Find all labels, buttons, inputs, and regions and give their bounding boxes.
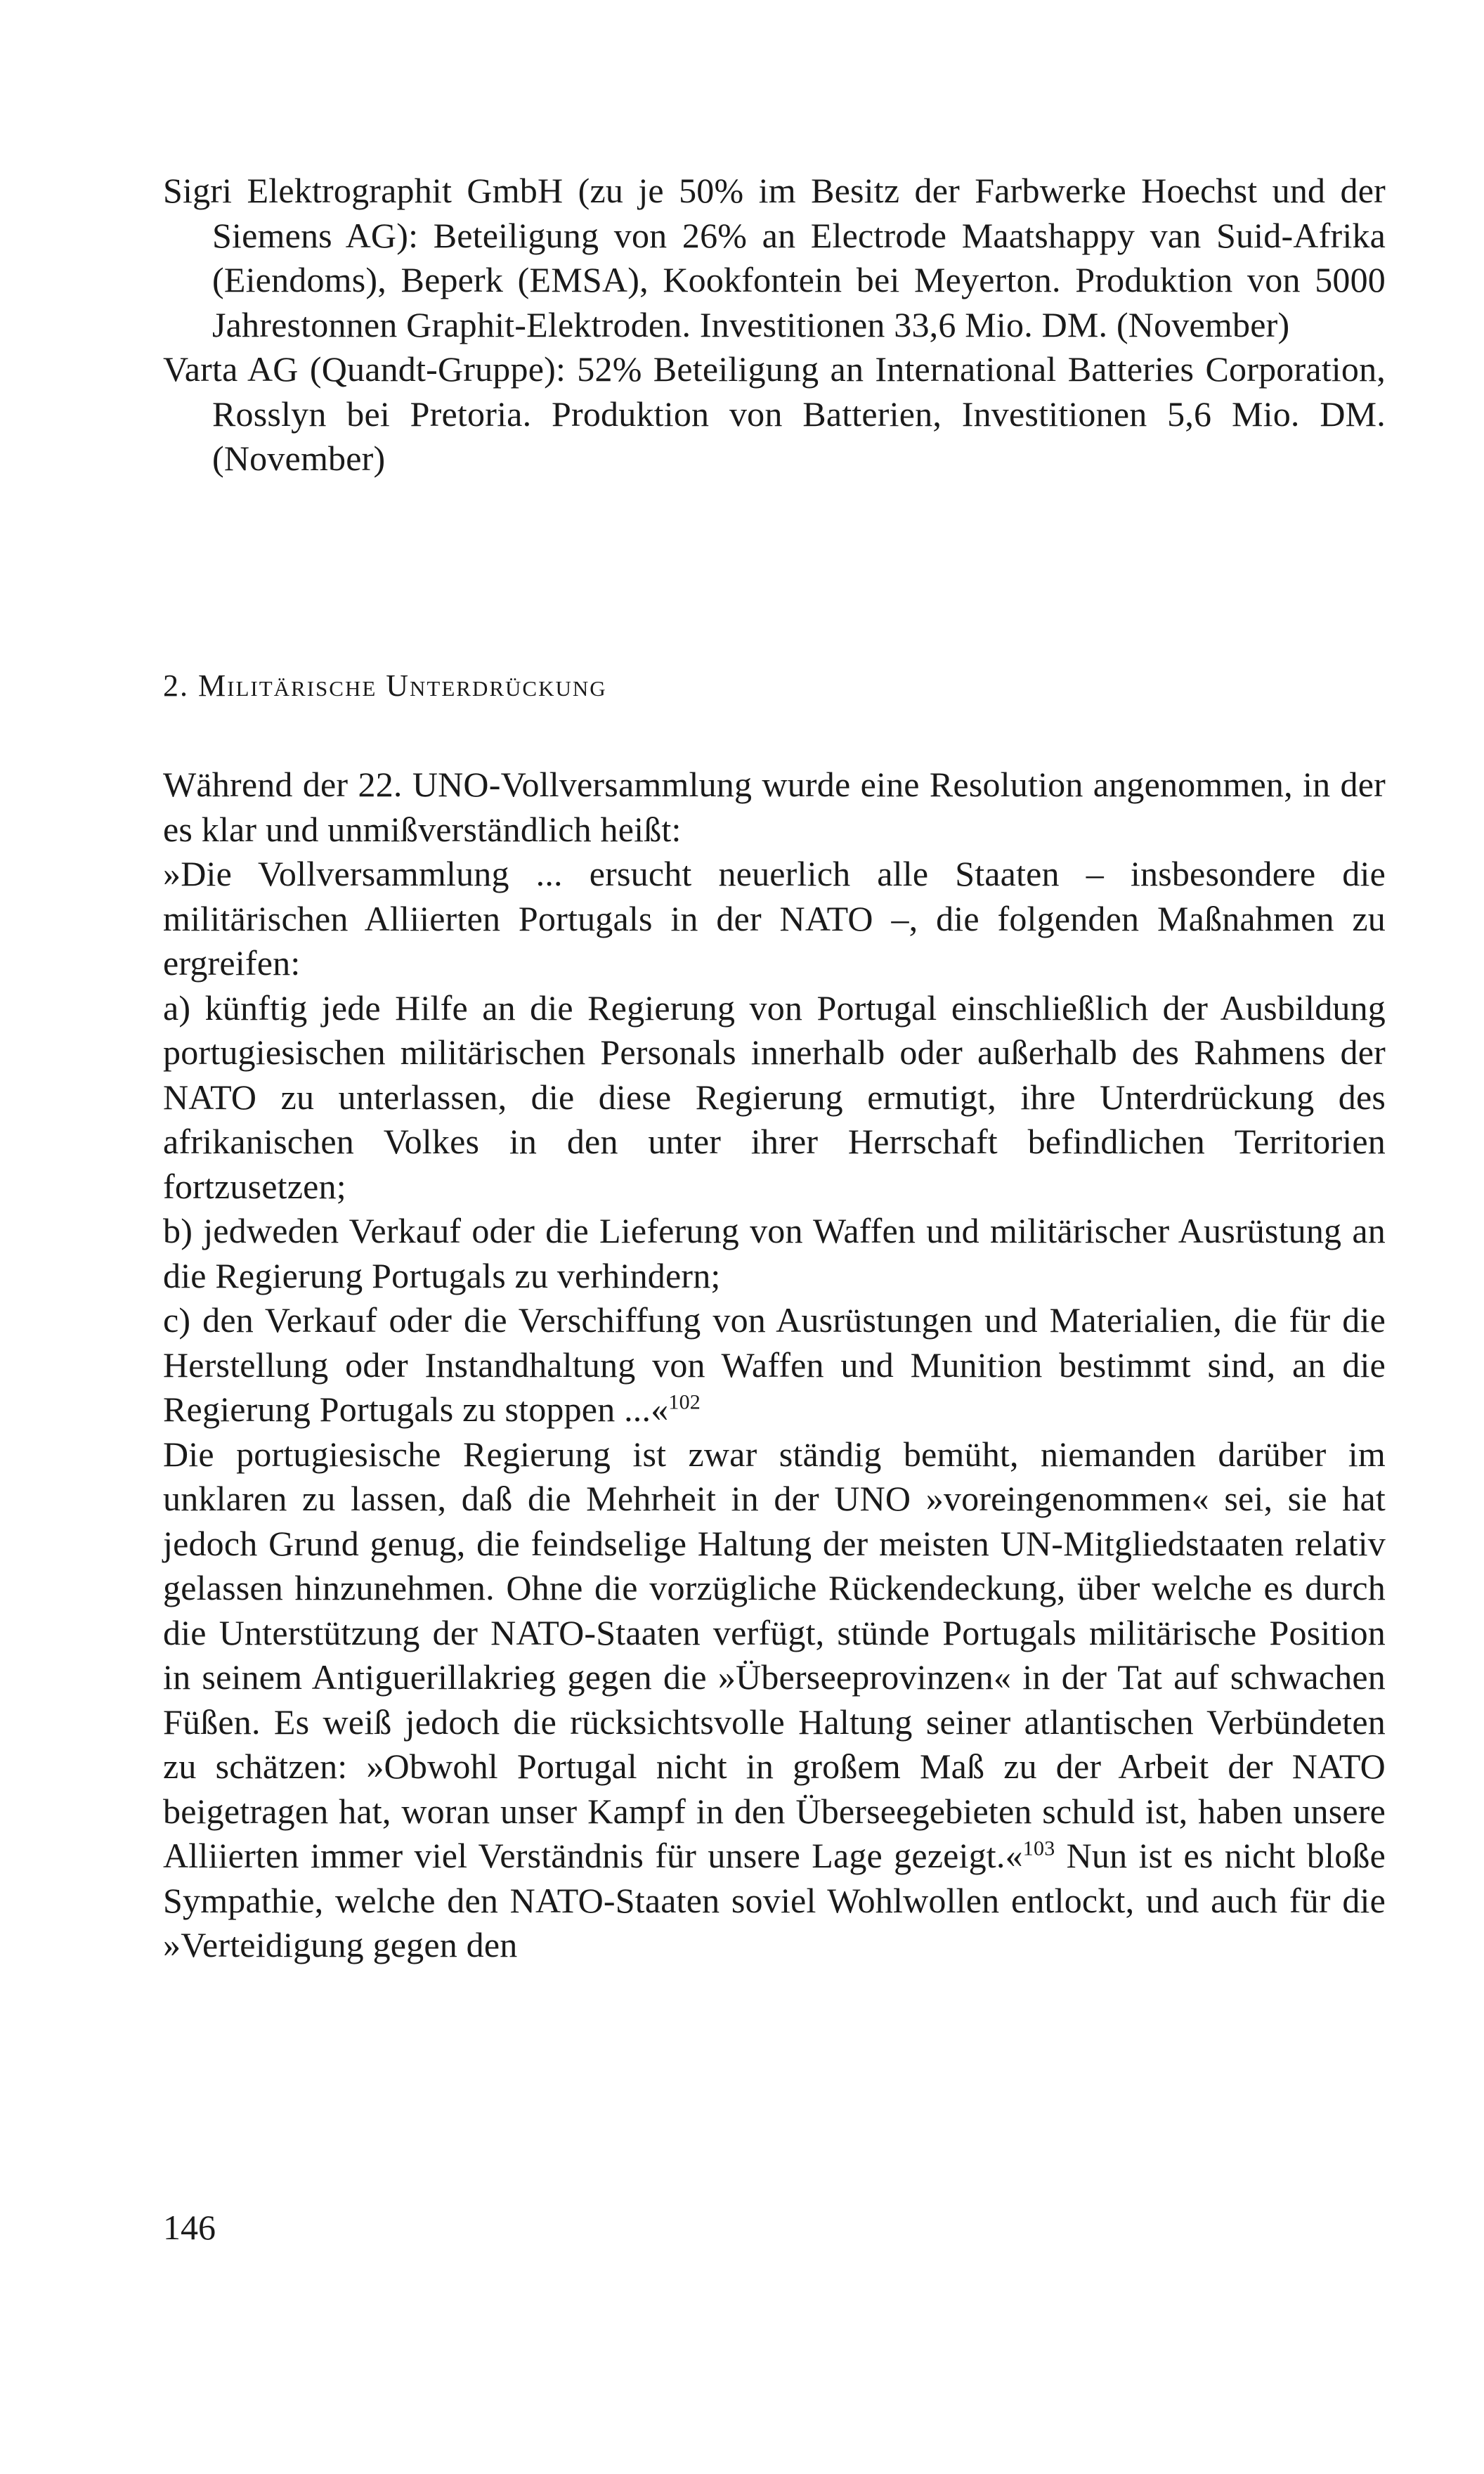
paragraph-portugal: [163, 1432, 1386, 1968]
portugal-text-b: Nun ist es nicht bloße Sympathie, welche den NATO-Staaten soviel Wohlwollen entlockt, und auch für die »Verteidigung gegen den: [163, 1836, 1386, 1964]
portugal-text-a: Die portugiesische Regierung ist zwar ständig bemüht, niemanden darüber im unklaren zu lassen, daß die Mehrheit in der UNO »voreingenommen« sei, sie hat jedoch Grund genug, die feindselige Haltung der meisten UN-Mitgliedstaaten relativ gelassen hinzunehmen. Ohne die vorzügliche Rückendeckung, über welche es durch die Unterstützung der NATO-Staaten verfügt, stünde Portugals militärische Position in seinem Antiguerillakrieg gegen die »Überseeprovinzen« in der Tat auf schwachen Füßen. Es weiß jedoch die rücksichtsvolle Haltung seiner atlantischen Verbündeten zu schätzen: »Obwohl Portugal nicht in großem Maß zu der Arbeit der NATO beigetragen hat, woran unser Kampf in den Überseegebieten schuld ist, haben unsere Alliierten immer viel Verständnis für unsere Lage gezeigt.«: [163, 1434, 1386, 1875]
footnote-ref-103: 103: [1022, 1837, 1055, 1860]
entry-varta: Varta AG (Quandt-Gruppe): 52% Beteiligung an International Batteries Corporation, Rosslyn bei Pretoria. Produktion von Batterien, Investitionen 5,6 Mio. DM. (November): [163, 349, 1386, 478]
page-number: 146: [163, 2208, 216, 2247]
paragraph-intro: Während der 22. UNO-Vollversammlung wurde eine Resolution angenommen, in der es klar und unmißverständlich heißt:: [163, 765, 1386, 849]
section-heading: 2. Militärische Unterdrückung: [163, 668, 607, 703]
entry-sigri: Sigri Elektrographit GmbH (zu je 50% im Besitz der Farbwerke Hoechst und der Siemens AG): Beteiligung von 26% an Electrode Maatshappy van Suid-Afrika (Eiendoms), Beperk (EMSA), Kookfontein bei Meyerton. Produktion von 5000 Jahrestonnen Graphit-Elektroden. Investitionen 33,6 Mio. DM. (November): [163, 171, 1386, 344]
footnote-ref-102: 102: [668, 1390, 701, 1414]
main-text: [163, 763, 1386, 1968]
paragraph-quote-start: »Die Vollversammlung ... ersucht neuerlich alle Staaten – insbesondere die militärischen Alliierten Portugals in der NATO –, die folgenden Maßnahmen zu ergreifen:: [163, 854, 1386, 983]
item-c-text: c) den Verkauf oder die Verschiffung von Ausrüstungen und Materialien, die für die Herstellung oder Instandhaltung von Waffen und Munition bestimmt sind, an die Regierung Portugals zu stoppen ...«: [163, 1300, 1386, 1429]
paragraph-item-c: [163, 1298, 1386, 1432]
company-entries: [163, 169, 1386, 481]
paragraph-item-a: a) künftig jede Hilfe an die Regierung von Portugal einschließlich der Ausbildung portugiesischen militärischen Personals innerhalb oder außerhalb des Rahmens der NATO zu unterlassen, die diese Regierung ermutigt, ihre Unterdrückung des afrikanischen Volkes in den unter ihrer Herrschaft befindlichen Territorien fortzusetzen;: [163, 987, 1386, 1206]
paragraph-item-b: b) jedweden Verkauf oder die Lieferung von Waffen und militärischer Ausrüstung an die Regierung Portugals zu verhindern;: [163, 1211, 1386, 1295]
